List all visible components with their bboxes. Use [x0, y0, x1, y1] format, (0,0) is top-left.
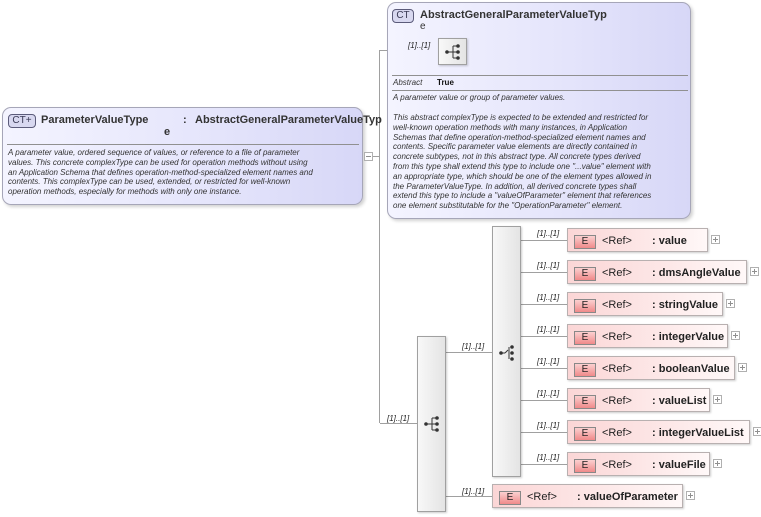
connector-choice-row-1: [521, 272, 567, 273]
element-ref: <Ref>: [602, 299, 632, 311]
connector-choice-row-5: [521, 400, 567, 401]
type-description: [8, 148, 360, 197]
element-name: : stringValue: [652, 299, 719, 311]
multiplicity-label: [1]..[1]: [537, 261, 560, 270]
sequence-icon: [444, 43, 462, 61]
element-stringvalue[interactable]: [567, 292, 723, 316]
element-name: : valueList: [652, 395, 707, 407]
description-line: contents. Specific parameter value elements are directly contained in: [393, 142, 638, 152]
element-name: : integerValue: [652, 331, 725, 343]
connector-choice-row-7: [521, 464, 567, 465]
expand-icon[interactable]: [726, 299, 735, 308]
element-name: : dmsAngleValue: [652, 267, 741, 279]
abstract-label: Abstract: [393, 78, 423, 87]
base-type-name-line1: AbstractGeneralParameterValueTyp: [420, 9, 607, 21]
element-valuelist[interactable]: [567, 388, 710, 412]
type-name: [41, 114, 148, 126]
connector-choice-row-6: [521, 432, 567, 433]
expand-icon[interactable]: [738, 363, 747, 372]
description-line: from this type shall extend this type to include one "...value" element with: [393, 161, 651, 171]
abstract-value: True: [437, 78, 454, 87]
multiplicity-label: [1]..[1]: [537, 421, 560, 430]
description-line: the ParameterValueType. In addition, all derived concrete types shall: [393, 181, 637, 191]
element-name: : valueFile: [652, 459, 706, 471]
element-badge-icon: E: [574, 235, 596, 249]
expand-icon[interactable]: [750, 267, 759, 276]
expand-icon[interactable]: [711, 235, 720, 244]
element-badge-icon: E: [574, 331, 596, 345]
divider: [7, 144, 359, 145]
connector-outer-to-valueofparameter: [446, 496, 492, 497]
type-name-text: ParameterValueType: [41, 114, 149, 126]
description-line: values. This concrete complexType can be used for operation methods without using: [8, 157, 308, 167]
element-badge-icon: E: [574, 395, 596, 409]
element-ref: <Ref>: [527, 491, 557, 503]
element-valuefile[interactable]: [567, 452, 710, 476]
divider: [392, 90, 688, 91]
description-line: well-known operation methods with many instances, in Application: [393, 122, 628, 132]
description-line: an appropriate type, which should be one of the element types allowed in: [393, 171, 652, 181]
multiplicity-label: [1]..[1]: [537, 325, 560, 334]
element-integervaluelist[interactable]: [567, 420, 750, 444]
multiplicity-label: [1]..[1]: [408, 41, 431, 50]
element-ref: <Ref>: [602, 267, 632, 279]
divider: [392, 75, 688, 76]
element-badge-icon: E: [574, 459, 596, 473]
base-type-name-line2: e: [420, 21, 426, 32]
multiplicity-label: [1]..[1]: [537, 357, 560, 366]
element-value[interactable]: [567, 228, 708, 252]
complex-type-abstractgeneralparametervaluetype[interactable]: [387, 2, 691, 219]
type-separator: :: [183, 114, 187, 126]
base-type-name-line2: e: [164, 126, 171, 138]
element-name: : booleanValue: [652, 363, 730, 375]
element-ref: <Ref>: [602, 331, 632, 343]
multiplicity-label: [1]..[1]: [537, 389, 560, 398]
element-name: : valueOfParameter: [577, 491, 678, 503]
multiplicity-label: [1]..[1]: [537, 453, 560, 462]
type-summary: A parameter value or group of parameter values.: [393, 93, 566, 102]
collapse-toggle-icon[interactable]: [364, 152, 373, 161]
expand-icon[interactable]: [686, 491, 695, 500]
expand-icon[interactable]: [731, 331, 740, 340]
element-ref: <Ref>: [602, 459, 632, 471]
element-name: : value: [652, 235, 687, 247]
element-booleanvalue[interactable]: [567, 356, 735, 380]
element-badge-icon: E: [574, 363, 596, 377]
description-line: extend this type to include a "valueOfParameter" element that references: [393, 191, 652, 201]
element-dmsanglevalue[interactable]: [567, 260, 747, 284]
element-ref: <Ref>: [602, 427, 632, 439]
element-valueofparameter[interactable]: [492, 484, 683, 508]
outer-sequence-compositor[interactable]: [417, 336, 446, 512]
description-line: concrete subtypes, not in this abstract type. All concrete types derived: [393, 152, 641, 162]
complex-type-parametervaluetype[interactable]: [2, 107, 382, 205]
expand-icon[interactable]: [713, 395, 722, 404]
multiplicity-label: [1]..[1]: [462, 487, 485, 496]
connector-choice-row-4: [521, 368, 567, 369]
description-line: an Application Schema that defines operation-method-specialized element names and: [8, 167, 313, 177]
base-type-name-line1: AbstractGeneralParameterValueTyp: [195, 114, 382, 126]
connector-trunk-vertical: [379, 50, 380, 423]
description-line: operation methods, especially for methods with only one instance.: [8, 187, 242, 197]
description-line: contents. This complexType can be used, extended, or restricted for well-known: [8, 177, 291, 187]
description-line: A parameter value, ordered sequence of values, or reference to a file of parameter: [8, 148, 300, 157]
expand-icon[interactable]: [713, 459, 722, 468]
sequence-compositor[interactable]: [438, 38, 467, 65]
description-line: This abstract complexType is expected to be extended and restricted for: [393, 113, 649, 122]
element-badge-icon: E: [574, 427, 596, 441]
element-badge-icon: E: [574, 267, 596, 281]
type-description: [393, 113, 689, 211]
multiplicity-label: [1]..[1]: [462, 342, 485, 351]
connector-choice-row-3: [521, 336, 567, 337]
connector-choice-row-0: [521, 240, 567, 241]
multiplicity-label: [1]..[1]: [537, 229, 560, 238]
complex-type-badge-icon: CT+: [8, 114, 36, 128]
connector-choice-row-2: [521, 304, 567, 305]
description-line: Schemas that define operation-method-specialized element names and: [393, 132, 646, 142]
element-badge-icon: E: [499, 491, 521, 505]
choice-icon: [498, 344, 516, 362]
description-line: one element substitutable for the "OperationParameter" element.: [393, 201, 623, 211]
choice-compositor[interactable]: [492, 226, 521, 477]
multiplicity-label: [1]..[1]: [537, 293, 560, 302]
element-badge-icon: E: [574, 299, 596, 313]
element-ref: <Ref>: [602, 363, 632, 375]
connector-outer-to-choice: [446, 352, 492, 353]
element-integervalue[interactable]: [567, 324, 728, 348]
multiplicity-label: [1]..[1]: [387, 414, 410, 423]
expand-icon[interactable]: [753, 427, 761, 436]
element-ref: <Ref>: [602, 395, 632, 407]
element-ref: <Ref>: [602, 235, 632, 247]
sequence-icon: [423, 415, 441, 433]
element-name: : integerValueList: [652, 427, 744, 439]
connector-to-outer-sequence: [380, 423, 418, 424]
complex-type-badge-icon: CT: [392, 9, 414, 23]
